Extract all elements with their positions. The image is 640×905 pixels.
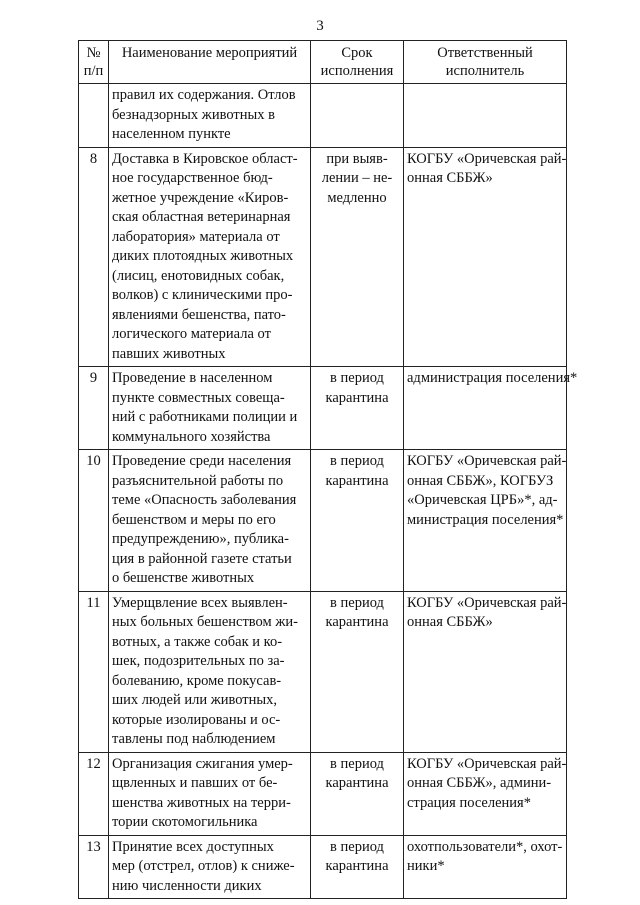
execution-term-line: в период xyxy=(330,453,384,469)
measure-name-line: теме «Опасность заболевания xyxy=(112,492,297,508)
measure-name-line: волков) с клиническими про- xyxy=(112,287,293,303)
measure-name-line: (лисиц, енотовидных собак, xyxy=(112,267,285,284)
responsible-executor-line: КОГБУ «Оричевская рай- xyxy=(407,453,567,469)
responsible-executor-line: ники* xyxy=(407,858,445,874)
measure-name-line: ция в районной газете статьи xyxy=(112,550,292,567)
measures-table xyxy=(78,40,578,899)
responsible-executor-line: КОГБУ «Оричевская рай- xyxy=(407,755,567,772)
measure-name-line: Умерщвление всех выявлен- xyxy=(112,594,288,611)
execution-term-line: в период xyxy=(330,838,384,855)
measure-name xyxy=(109,591,311,752)
table-row xyxy=(79,84,567,148)
responsible-executor xyxy=(404,752,567,835)
measure-name-line: щвленных и павших от бе- xyxy=(112,775,278,791)
execution-term-line: лении – не- xyxy=(321,170,393,186)
responsible-executor-line: министрация поселения* xyxy=(407,511,564,528)
header-name: Наименование мероприятий xyxy=(109,41,311,84)
table-row xyxy=(79,367,567,450)
table-row xyxy=(79,752,567,835)
table-row xyxy=(79,450,567,592)
responsible-executor-line: страция поселения* xyxy=(407,794,531,811)
measure-name-line: о бешенстве животных xyxy=(112,570,255,586)
execution-term xyxy=(311,835,404,899)
measure-name-line: бешенством и меры по его xyxy=(112,511,276,528)
row-number: 11 xyxy=(79,591,109,752)
measure-name-line: разъяснительной работы по xyxy=(112,472,284,489)
measure-name-line: тории скотомогильника xyxy=(112,814,258,830)
execution-term-line: при выяв- xyxy=(326,150,388,167)
row-number: 8 xyxy=(79,147,109,367)
measure-name-line: явлениями бешенства, пато- xyxy=(112,306,286,323)
execution-term-line: карантина xyxy=(325,389,389,406)
responsible-executor-line: КОГБУ «Оричевская рай- xyxy=(407,594,567,611)
measure-name-line: тавлены под наблюдением xyxy=(112,731,276,747)
table-header-row xyxy=(79,41,567,84)
page-number: 3 xyxy=(316,18,324,34)
measure-name-line: жетное учреждение «Киров- xyxy=(112,189,289,206)
table-row xyxy=(79,591,567,752)
execution-term xyxy=(311,84,404,148)
header-responsible: Ответственный исполнитель xyxy=(404,41,567,84)
responsible-executor-line: охотпользователи*, охот- xyxy=(407,838,563,855)
measure-name-line: Проведение среди населения xyxy=(112,453,292,469)
measure-name-line: болеванию, кроме покусав- xyxy=(112,672,282,689)
header-term: Срок исполнения xyxy=(311,41,404,84)
execution-term xyxy=(311,752,404,835)
measure-name-line: предупреждению», публика- xyxy=(112,531,289,547)
responsible-executor-line: администрация поселения* xyxy=(407,370,578,386)
responsible-executor xyxy=(404,591,567,752)
measure-name-line: Организация сжигания умер- xyxy=(112,755,293,772)
measure-name-line: шенства животных на терри- xyxy=(112,794,291,811)
header-num: № п/п xyxy=(79,41,109,84)
row-number xyxy=(79,84,109,148)
execution-term xyxy=(311,367,404,450)
measure-name-line: Проведение в населенном xyxy=(112,370,273,386)
execution-term-line: карантина xyxy=(325,858,389,874)
measure-name-line: диких плотоядных животных xyxy=(112,248,294,264)
responsible-executor-line: «Оричевская ЦРБ»*, ад- xyxy=(407,492,558,508)
responsible-executor xyxy=(404,84,567,148)
execution-term-line: в период xyxy=(330,370,384,386)
measure-name-line: ний с работниками полиции и xyxy=(112,409,298,425)
execution-term-line: карантина xyxy=(325,614,389,630)
measure-name-line: ших людей или животных, xyxy=(112,692,278,708)
measure-name xyxy=(109,450,311,592)
table-body xyxy=(79,84,578,899)
responsible-executor-line: онная СББЖ», КОГБУЗ xyxy=(407,472,554,489)
measure-name-line: мер (отстрел, отлов) к сниже- xyxy=(112,858,295,874)
execution-term xyxy=(311,450,404,592)
measure-name-line: коммунального хозяйства xyxy=(112,428,271,445)
table-row xyxy=(79,835,567,899)
measure-name-line: ных больных бешенством жи- xyxy=(112,614,298,630)
row-number: 9 xyxy=(79,367,109,450)
measure-name xyxy=(109,147,311,367)
measure-name-line: логического материала от xyxy=(112,326,271,342)
measure-name xyxy=(109,835,311,899)
measure-name-line: правил их содержания. Отлов xyxy=(112,87,296,103)
measure-name xyxy=(109,752,311,835)
row-number: 10 xyxy=(79,450,109,592)
measure-name-line: которые изолированы и ос- xyxy=(112,711,281,728)
responsible-executor-line: онная СББЖ» xyxy=(407,614,493,630)
responsible-executor xyxy=(404,367,578,450)
measure-name-line: Доставка в Кировское област- xyxy=(112,150,298,167)
row-number: 12 xyxy=(79,752,109,835)
execution-term-line: медленно xyxy=(327,189,387,206)
responsible-executor xyxy=(404,450,567,592)
measure-name-line: шек, подозрительных по за- xyxy=(112,653,285,669)
measure-name-line: пункте совместных совеща- xyxy=(112,389,285,406)
measure-name-line: населенном пункте xyxy=(112,126,231,142)
row-number: 13 xyxy=(79,835,109,899)
responsible-executor xyxy=(404,147,567,367)
responsible-executor-line: онная СББЖ», админи- xyxy=(407,775,552,791)
execution-term-line: в период xyxy=(330,755,384,772)
measure-name xyxy=(109,84,311,148)
execution-term xyxy=(311,591,404,752)
measure-name-line: павших животных xyxy=(112,345,226,362)
measure-name-line: лаборатория» материала от xyxy=(112,228,280,245)
responsible-executor-line: онная СББЖ» xyxy=(407,170,493,186)
measure-name xyxy=(109,367,311,450)
execution-term-line: в период xyxy=(330,594,384,611)
execution-term xyxy=(311,147,404,367)
responsible-executor-line: КОГБУ «Оричевская рай- xyxy=(407,150,567,167)
measure-name-line: вотных, а также собак и ко- xyxy=(112,633,283,650)
responsible-executor xyxy=(404,835,567,899)
execution-term-line: карантина xyxy=(325,472,389,489)
measure-name-line: нию численности диких xyxy=(112,877,262,894)
measure-name-line: ное государственное бюд- xyxy=(112,170,273,186)
measure-name-line: безнадзорных животных в xyxy=(112,106,275,123)
execution-term-line: карантина xyxy=(325,775,389,791)
table-row xyxy=(79,147,567,367)
measure-name-line: Принятие всех доступных xyxy=(112,838,274,855)
measure-name-line: ская областная ветеринарная xyxy=(112,209,291,225)
